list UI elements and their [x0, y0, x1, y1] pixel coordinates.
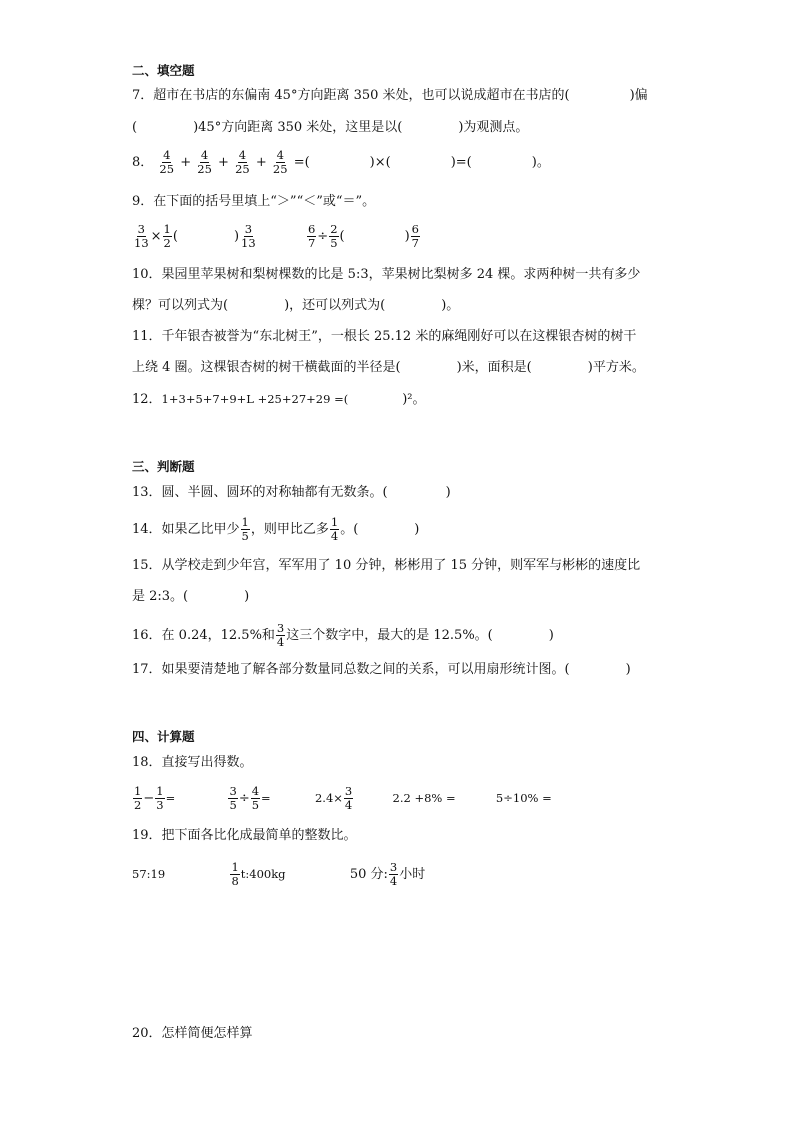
q18-e3-fraction: $\frac{3}{4}$ — [344, 784, 353, 812]
q18-e1-fraction-2: $\frac{1}{3}$ — [156, 784, 164, 812]
q9b-fraction-1: $\frac{6}{7}$ — [307, 222, 316, 250]
q9b-fraction-3: $\frac{6}{7}$ — [411, 222, 419, 250]
q8-fraction-2: $\frac{4}{25}$ — [197, 148, 212, 176]
q8-plus-2: + — [218, 155, 229, 170]
q12-expression: 1+3+5+7+9+L +25+27+29 =( — [161, 392, 349, 406]
q8-label: 8． — [132, 155, 154, 170]
q7-text-2: )45°方向距离 350 米处，这里是以( — [193, 120, 403, 135]
question-10-line-2 — [132, 297, 459, 315]
q8-plus-3: + — [255, 155, 267, 170]
q14-text-c: 。( — [340, 522, 359, 537]
q14-paren-close: ) — [414, 522, 420, 537]
q9b-fraction-2: $\frac{2}{5}$ — [330, 222, 338, 250]
q8-plus-1: + — [180, 155, 192, 170]
q15-text: 是 2:3。( — [132, 589, 189, 604]
q7-text-3: )为观测点。 — [458, 120, 529, 135]
question-16 — [132, 623, 554, 648]
q9b-operator: ÷ — [317, 229, 329, 244]
q18-e5: 5÷10% = — [495, 791, 552, 805]
q10-text-c: )。 — [441, 298, 460, 313]
q18-e2-fraction-2: $\frac{4}{5}$ — [251, 784, 260, 812]
question-9-items — [132, 224, 421, 249]
q12-label: 12． — [132, 392, 162, 407]
q18-e1-equals: = — [165, 791, 176, 805]
q11-text-a: 上绕 4 圈。这棵银杏树的树干横截面的半径是( — [132, 360, 401, 375]
question-15-line-2 — [132, 588, 249, 606]
q10-text-b: )，还可以列式为( — [284, 298, 386, 313]
q9a-fraction-3: $\frac{3}{13}$ — [241, 222, 256, 250]
q7-text-1: 7．超市在书店的东偏南 45°方向距离 350 米处，也可以说成超市在书店的( — [132, 88, 570, 103]
q7-text-1b: )偏 — [629, 88, 648, 103]
q12-end: )²。 — [402, 392, 426, 407]
q14-fraction-1: $\frac{1}{5}$ — [241, 515, 249, 543]
q8-times: )×( — [369, 155, 391, 170]
q16-text-b: 这三个数字中，最大的是 12.5%。( — [286, 628, 493, 643]
q13-text: 13．圆、半圆、圆环的对称轴都有无数条。( — [132, 485, 388, 500]
q15-paren-close: ) — [244, 589, 250, 604]
question-10-line-1: 10．果园里苹果树和梨树棵数的比是 5:3，苹果树比梨树多 24 棵。求两种树一共有多少 — [132, 267, 641, 282]
q17-paren-close: ) — [625, 662, 631, 677]
q8-fraction-4: $\frac{4}{25}$ — [272, 148, 288, 176]
question-17 — [132, 661, 631, 679]
question-20-text: 20．怎样简便怎样算 — [132, 1026, 253, 1041]
question-8 — [132, 150, 550, 175]
q19-ratio-3-unit: 小时 — [399, 867, 426, 882]
question-12 — [132, 390, 425, 409]
q18-e2-fraction-1: $\frac{3}{5}$ — [229, 784, 237, 812]
q16-text-a: 16．在 0.24，12.5%和 — [132, 628, 275, 643]
q19-ratio-1: 57:19 — [132, 867, 166, 881]
q19-ratio-2: t:400kg — [240, 867, 286, 881]
q13-paren-close: ) — [445, 485, 451, 500]
q9a-fraction-1: $\frac{3}{13}$ — [134, 222, 149, 250]
q18-e1-fraction-1: $\frac{1}{2}$ — [134, 784, 142, 812]
q16-fraction: $\frac{3}{4}$ — [276, 621, 285, 649]
question-18-items — [132, 786, 552, 811]
question-9-text: 9．在下面的括号里填上“＞”“＜”或“＝”。 — [132, 194, 376, 209]
question-11-line-2 — [132, 359, 645, 377]
q14-text-b: ，则甲比乙多 — [250, 522, 329, 537]
section-title-calculation: 四、计算题 — [132, 729, 195, 744]
question-14 — [132, 517, 419, 542]
q18-e3-text: 2.4× — [314, 791, 343, 805]
question-19-text: 19．把下面各比化成最简单的整数比。 — [132, 828, 357, 843]
q8-end: )。 — [531, 155, 550, 170]
q17-text: 17．如果要清楚地了解各部分数量同总数之间的关系，可以用扇形统计图。( — [132, 662, 570, 677]
question-7-line-1 — [132, 87, 648, 105]
q9a-paren-close: ) — [233, 229, 240, 244]
q18-e4: 2.2 +8% = — [392, 791, 456, 805]
q14-text-a: 14．如果乙比甲少 — [132, 522, 240, 537]
q9b-paren-close: ) — [404, 229, 410, 244]
question-18-text: 18．直接写出得数。 — [132, 755, 253, 770]
q18-e2-operator: ÷ — [238, 791, 250, 806]
q16-paren-close: ) — [548, 628, 554, 643]
q8-fraction-1: $\frac{4}{25}$ — [159, 148, 175, 176]
section-title-true-false: 三、判断题 — [132, 459, 195, 474]
q18-e1-operator: − — [143, 791, 155, 806]
q19-ratio-3-text: 50 分: — [349, 867, 388, 882]
q8-equals-2: )=( — [450, 155, 472, 170]
q9a-operator: × — [150, 229, 162, 244]
question-19-items — [132, 862, 425, 887]
q7-paren-open: ( — [132, 120, 138, 135]
q18-e2-equals: = — [261, 791, 271, 805]
question-13 — [132, 484, 451, 502]
q9a-fraction-2: $\frac{1}{2}$ — [163, 222, 171, 250]
question-15-line-1: 15．从学校走到少年宫，军军用了 10 分钟，彬彬用了 15 分钟，则军军与彬彬的速度比 — [132, 558, 641, 573]
section-title-fill-blank: 二、填空题 — [132, 63, 195, 78]
q9b-paren-open: ( — [339, 229, 345, 244]
q19-r3-fraction: $\frac{3}{4}$ — [389, 860, 398, 888]
q9a-paren-open: ( — [172, 229, 178, 244]
q11-text-c: )平方米。 — [587, 360, 645, 375]
q8-equals: =( — [293, 155, 310, 170]
q14-fraction-2: $\frac{1}{4}$ — [330, 515, 339, 543]
question-11-line-1: 11．千年银杏被誉为“东北树王”，一根长 25.12 米的麻绳刚好可以在这棵银杏树的树干 — [132, 329, 637, 344]
question-7-line-2 — [132, 119, 528, 137]
q19-r2-fraction: $\frac{1}{8}$ — [231, 860, 239, 888]
q8-fraction-3: $\frac{4}{25}$ — [235, 148, 250, 176]
q11-text-b: )米，面积是( — [456, 360, 532, 375]
q10-text-a: 棵？可以列式为( — [132, 298, 229, 313]
